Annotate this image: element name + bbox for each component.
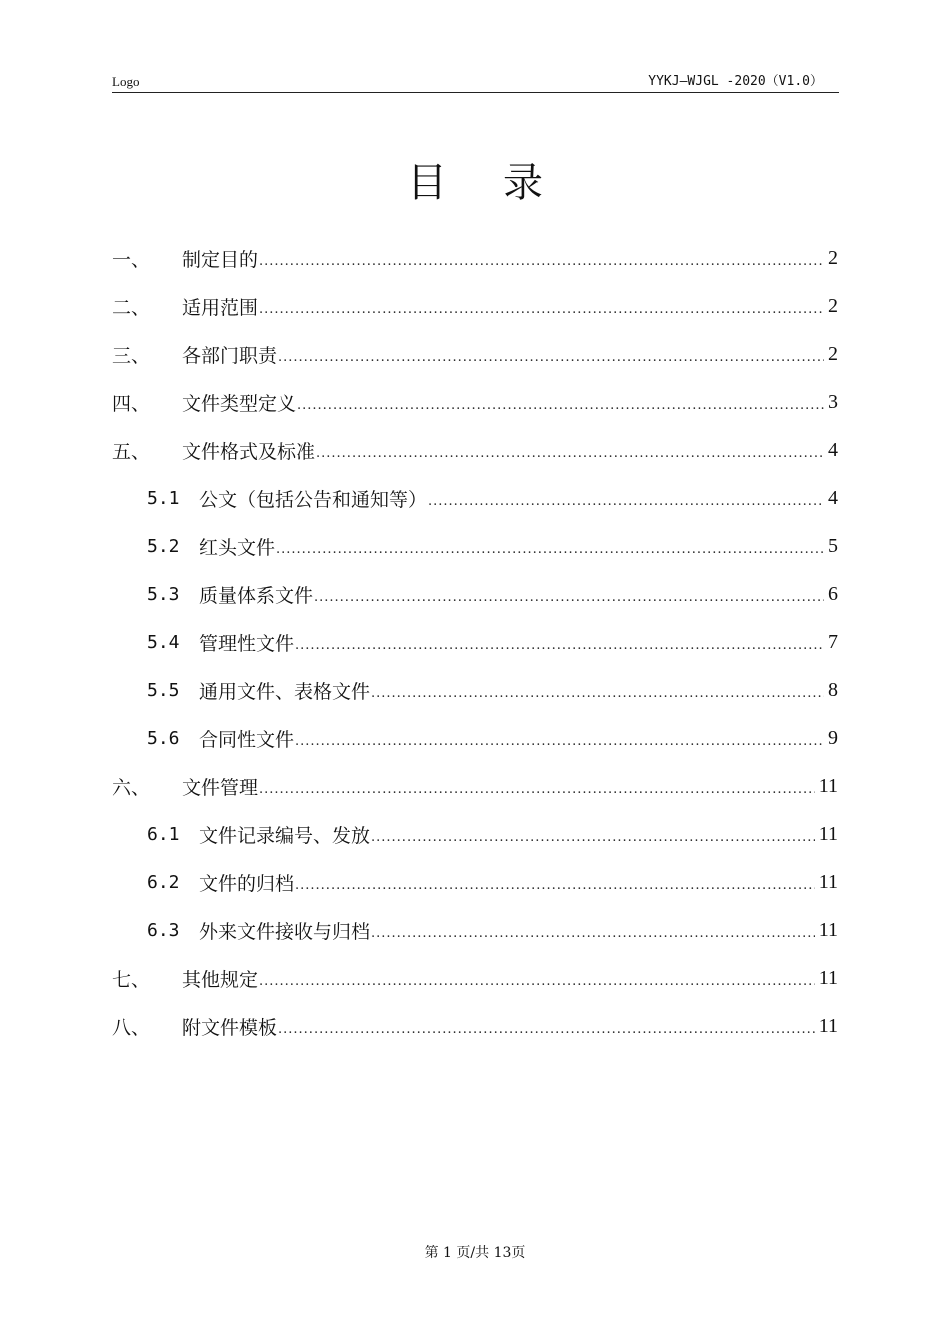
toc-entry-title: 制定目的 [182,248,259,271]
toc-entry[interactable] [112,618,838,666]
toc-entry-title: 通用文件、表格文件 [199,680,371,703]
toc-entry-number: 五、 [112,440,151,463]
toc-entry-title: 合同性文件 [199,728,295,751]
toc-dot-leader [278,1022,815,1037]
toc-dot-leader [295,734,824,749]
toc-entry-page: 11 [818,870,838,893]
toc-entry-title: 适用范围 [182,296,259,319]
toc-entry-title: 其他规定 [182,968,259,991]
toc-entry[interactable] [112,426,838,474]
toc-entry-title: 红头文件 [199,536,276,559]
toc-entry-title: 文件管理 [182,776,259,799]
toc-entry[interactable] [112,282,838,330]
toc-entry-title: 文件记录编号、发放 [199,824,371,847]
toc-entry-number: 5.1 [147,487,180,509]
toc-entry-page: 4 [828,486,838,509]
page-header [112,66,839,93]
toc-title: 目录 [407,160,599,206]
toc-entry-number: 6.3 [147,919,180,941]
toc-dot-leader [259,302,824,317]
header-doc-code: YYKJ—WJGL -2020（V1.0） [648,74,823,89]
toc-entry[interactable] [112,666,838,714]
toc-dot-leader [276,542,824,557]
toc-entry-page: 7 [828,630,838,653]
toc-entry-page: 9 [828,726,838,749]
toc-entry-title: 文件格式及标准 [182,440,316,463]
toc-dot-leader [371,926,815,941]
toc-dot-leader [259,254,824,269]
toc-entry-number: 5.3 [147,583,180,605]
toc-entry-number: 5.5 [147,679,180,701]
toc-entry-number: 二、 [112,296,151,319]
toc-entry-number: 一、 [112,248,151,271]
toc-entry-title: 管理性文件 [199,632,295,655]
toc-entry-page: 11 [818,822,838,845]
toc-entry[interactable] [112,378,838,426]
toc-entry-page: 4 [828,438,838,461]
page-footer: 第 1 页/共 13页 [424,1245,526,1261]
toc-entry-page: 8 [828,678,838,701]
header-logo-text: Logo [112,74,140,89]
toc-dot-leader [314,590,824,605]
toc-entry-title: 质量体系文件 [199,584,314,607]
toc-entry[interactable] [112,1002,838,1050]
toc-entry-number: 6.1 [147,823,180,845]
toc-entry[interactable] [112,234,838,282]
toc-entry-title: 公文（包括公告和通知等） [199,488,428,511]
toc-dot-leader [371,830,815,845]
toc-entry-page: 3 [828,390,838,413]
toc-dot-leader [297,398,824,413]
toc-entry-page: 2 [828,342,838,365]
toc-dot-leader [295,878,815,893]
toc-entry-page: 11 [818,1014,838,1037]
toc-dot-leader [278,350,824,365]
toc-entry[interactable] [112,714,838,762]
toc-entry-page: 5 [828,534,838,557]
toc-dot-leader [295,638,824,653]
toc-entry-number: 七、 [112,968,151,991]
toc-entry-number: 八、 [112,1016,151,1039]
toc-entry-number: 三、 [112,344,151,367]
toc-entry[interactable] [112,906,838,954]
toc-entry[interactable] [112,762,838,810]
toc-entry-title: 外来文件接收与归档 [199,920,371,943]
toc-dot-leader [259,974,815,989]
toc-entry[interactable] [112,474,838,522]
toc-entry-number: 5.4 [147,631,180,653]
toc-entry-page: 2 [828,294,838,317]
toc-entry-number: 5.2 [147,535,180,557]
toc-entry-title: 文件类型定义 [182,392,297,415]
toc-entry[interactable] [112,954,838,1002]
toc-entry[interactable] [112,570,838,618]
toc-dot-leader [428,494,824,509]
toc-entry-page: 2 [828,246,838,269]
toc-entry-number: 5.6 [147,727,180,749]
toc-entry-number: 四、 [112,392,151,415]
toc-entry-page: 11 [818,966,838,989]
toc-entry-title: 各部门职责 [182,344,278,367]
toc-entry-number: 6.2 [147,871,180,893]
toc-entry[interactable] [112,330,838,378]
toc-dot-leader [371,686,824,701]
table-of-contents [112,234,838,1050]
toc-dot-leader [259,782,815,797]
toc-entry-page: 11 [818,918,838,941]
toc-entry-number: 六、 [112,776,151,799]
toc-dot-leader [316,446,824,461]
toc-entry[interactable] [112,858,838,906]
toc-entry-title: 附文件模板 [182,1016,278,1039]
toc-entry[interactable] [112,522,838,570]
toc-entry[interactable] [112,810,838,858]
toc-entry-page: 6 [828,582,838,605]
toc-entry-title: 文件的归档 [199,872,295,895]
toc-entry-page: 11 [818,774,838,797]
